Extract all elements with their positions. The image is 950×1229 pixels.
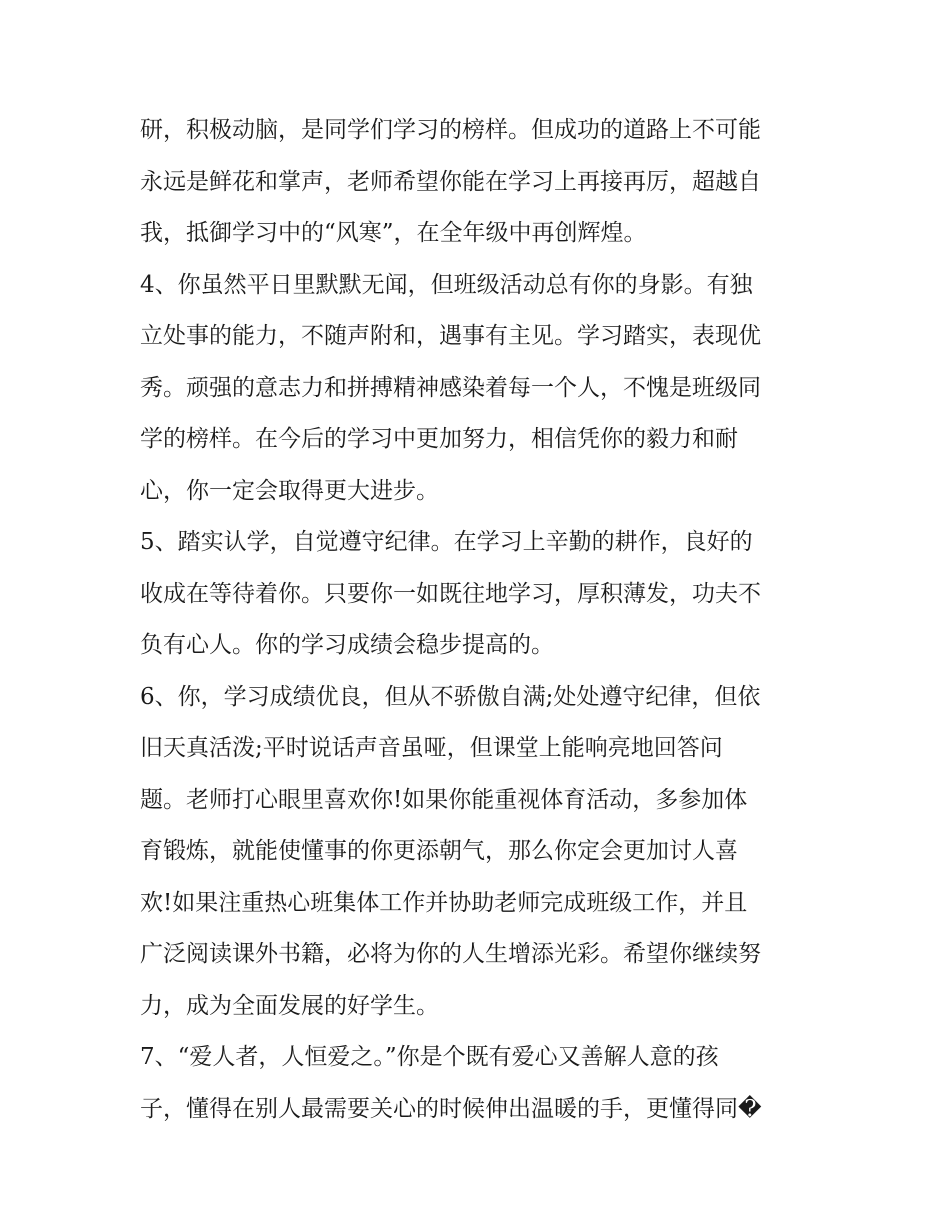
document-body [140, 105, 820, 1135]
text-line: 广泛阅读课外书籍，必将为你的人生增添光彩。希望你继续努 [140, 941, 761, 967]
text-line: 题。老师打心眼里喜欢你!如果你能重视体育活动，多参加体 [140, 786, 748, 813]
text-line: 力，成为全面发展的好学生。 [140, 992, 439, 1019]
text-line: 秀。顽强的意志力和拼搏精神感染着每一个人，不愧是班级同 [140, 374, 761, 401]
text-line: 我，抵御学习中的“风寒”，在全年级中再创辉煌。 [140, 220, 647, 246]
text-line: 永远是鲜花和掌声，老师希望你能在学习上再接再厉，超越自 [140, 168, 761, 195]
text-line: 5、踏实认学，自觉遵守纪律。在学习上辛勤的耕作，良好的 [140, 529, 753, 555]
text-line: 子，懂得在别人最需要关心的时候伸出温暖的手，更懂得同� [140, 1095, 762, 1122]
text-line: 负有心人。你的学习成绩会稳步提高的。 [140, 632, 554, 658]
text-line: 心，你一定会取得更大进步。 [140, 477, 439, 504]
text-line: 7、“爱人者，人恒爱之。”你是个既有爱心又善解人意的孩 [140, 1044, 719, 1070]
text-line: 学的榜样。在今后的学习中更加努力，相信凭你的毅力和耐 [140, 426, 738, 452]
text-line: 4、你虽然平日里默默无闻，但班级活动总有你的身影。有独 [140, 271, 753, 298]
text-line: 欢!如果注重热心班集体工作并协助老师完成班级工作，并且 [140, 889, 748, 916]
text-line: 研，积极动脑，是同学们学习的榜样。但成功的道路上不可能 [140, 117, 761, 143]
text-line: 立处事的能力，不随声附和，遇事有主见。学习踏实，表现优 [140, 323, 761, 349]
text-line: 收成在等待着你。只要你一如既往地学习，厚积薄发，功夫不 [140, 580, 761, 607]
text-line: 育锻炼，就能使懂事的你更添朝气，那么你定会更加讨人喜 [140, 838, 738, 864]
text-line: 6、你，学习成绩优良，但从不骄傲自满;处处遵守纪律，但依 [140, 683, 761, 710]
text-line: 旧天真活泼;平时说话声音虽哑，但课堂上能响亮地回答问 [140, 735, 723, 761]
